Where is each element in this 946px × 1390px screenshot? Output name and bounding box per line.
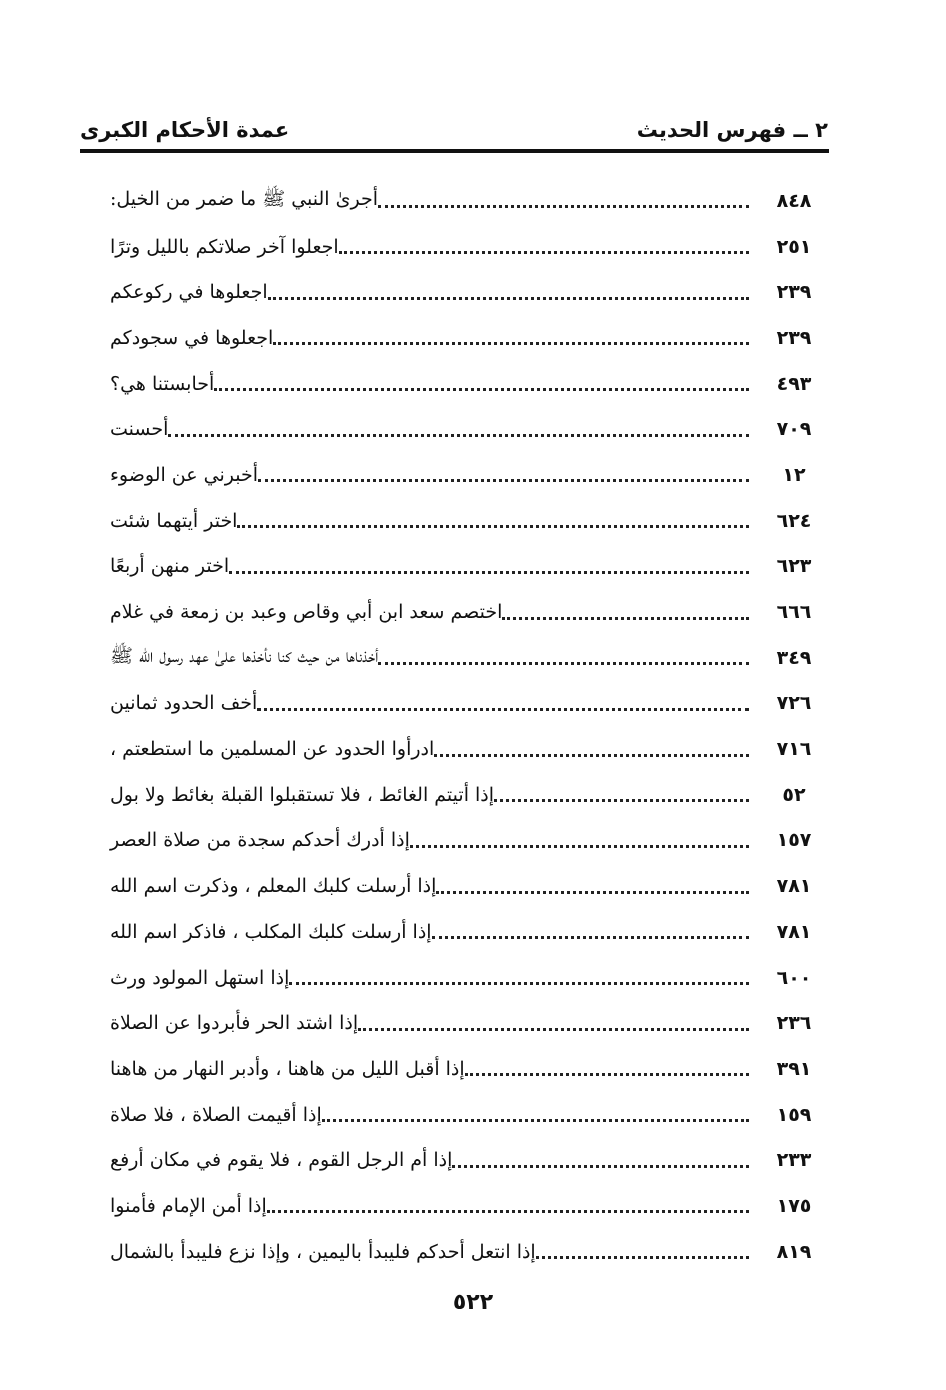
index-entry	[100, 863, 829, 909]
entry-page-number: ٢٥١	[776, 235, 812, 258]
entry-page-number: ٧٨١	[776, 920, 812, 943]
entry-text: إذا استهل المولود ورث	[100, 967, 289, 989]
dot-leader	[322, 1119, 749, 1122]
index-entry	[100, 1092, 829, 1138]
entry-text: اختر منهن أربعًا	[100, 555, 229, 577]
entry-text: أجرىٰ النبي ﷺ ما ضمر من الخيل:	[100, 187, 378, 215]
hadith-index-list	[100, 178, 829, 1275]
index-entry	[100, 361, 829, 407]
dot-leader	[214, 388, 749, 391]
entry-text: إذا أرسلت كلبك المعلم ، وذكرت اسم الله	[100, 875, 436, 897]
dot-leader	[168, 434, 749, 437]
entry-text: إذا أدرك أحدكم سجدة من صلاة العصر	[100, 829, 410, 851]
entry-page-number: ٢٣٣	[776, 1149, 812, 1172]
index-entry	[100, 315, 829, 361]
entry-text: أحسنت	[100, 418, 168, 440]
index-entry	[100, 1137, 829, 1183]
entry-page-number: ٣٩١	[776, 1057, 812, 1080]
dot-leader	[237, 525, 749, 528]
entry-page-number: ٧٠٩	[776, 418, 812, 441]
entry-text: اجعلوها في ركوعكم	[100, 281, 268, 303]
index-entry	[100, 178, 829, 224]
entry-page-number: ٨١٩	[776, 1240, 812, 1263]
index-entry	[100, 406, 829, 452]
dot-leader	[465, 1073, 749, 1076]
entry-text: إذا أقبل الليل من هاهنا ، وأدبر النهار من هاهنا	[100, 1058, 465, 1080]
header-rule	[80, 149, 829, 153]
entry-page-number: ٦٦٦	[776, 601, 812, 624]
entry-page-number: ٢٣٦	[776, 1012, 812, 1035]
entry-page-number: ٤٩٣	[776, 372, 812, 395]
entry-page-number: ٣٤٩	[776, 646, 812, 669]
dot-leader	[536, 1256, 749, 1259]
dot-leader	[358, 1028, 749, 1031]
entry-text: إذا أتيتم الغائط ، فلا تستقبلوا القبلة بغائط ولا بول	[100, 784, 494, 806]
entry-text: إذا انتعل أحدكم فليبدأ باليمين ، وإذا نزع فليبدأ بالشمال	[100, 1241, 536, 1263]
index-entry	[100, 224, 829, 270]
dot-leader	[378, 662, 749, 665]
entry-page-number: ٨٤٨	[776, 189, 812, 212]
entry-page-number: ٦٠٠	[776, 966, 812, 989]
index-entry	[100, 1229, 829, 1275]
entry-page-number: ١٢	[782, 463, 806, 486]
entry-text: اجعلوا آخر صلاتكم بالليل وترًا	[100, 236, 339, 258]
entry-text: أخبرني عن الوضوء	[100, 464, 258, 486]
dot-leader	[229, 571, 749, 574]
dot-leader	[502, 617, 749, 620]
entry-text: إذا اشتد الحر فأبردوا عن الصلاة	[100, 1012, 358, 1034]
entry-text: إذا أمن الإمام فأمنوا	[100, 1195, 267, 1217]
entry-page-number: ٧٨١	[776, 875, 812, 898]
entry-text: إذا أرسلت كلبك المكلب ، فاذكر اسم الله	[100, 921, 432, 943]
entry-page-number: ٢٣٩	[776, 326, 812, 349]
dot-leader	[267, 1210, 749, 1213]
index-entry	[100, 1183, 829, 1229]
dot-leader	[452, 1165, 749, 1168]
entry-page-number: ٢٣٩	[776, 281, 812, 304]
entry-page-number: ٥٢	[782, 783, 806, 806]
entry-page-number: ٧٢٦	[776, 692, 812, 715]
index-entry	[100, 955, 829, 1001]
entry-page-number: ١٥٧	[776, 829, 812, 852]
entry-page-number: ١٥٩	[776, 1103, 812, 1126]
index-entry	[100, 635, 829, 681]
index-entry	[100, 909, 829, 955]
index-entry	[100, 772, 829, 818]
dot-leader	[258, 479, 749, 482]
entry-text: ادرأوا الحدود عن المسلمين ما استطعتم ،	[100, 738, 434, 760]
index-entry	[100, 589, 829, 635]
index-entry	[100, 269, 829, 315]
page-number: ٥٢٢	[452, 1290, 494, 1315]
dot-leader	[339, 251, 749, 254]
dot-leader	[378, 205, 749, 208]
entry-text: أخف الحدود ثمانين	[100, 692, 257, 714]
entry-text: أخذناها من حيث كنا نأخذها علىٰ عهد رسول الله ﷺ	[100, 644, 378, 672]
entry-text: إذا أقيمت الصلاة ، فلا صلاة	[100, 1104, 322, 1126]
dot-leader	[268, 297, 749, 300]
dot-leader	[273, 342, 749, 345]
dot-leader	[432, 936, 749, 939]
entry-text: أحابستنا هي؟	[100, 373, 214, 395]
entry-page-number: ٦٢٣	[776, 555, 812, 578]
entry-page-number: ٦٢٤	[776, 509, 812, 532]
index-entry	[100, 1000, 829, 1046]
dot-leader	[494, 799, 749, 802]
dot-leader	[289, 982, 749, 985]
entry-text: إذا أم الرجل القوم ، فلا يقوم في مكان أرفع	[100, 1149, 452, 1171]
entry-text: اختر أيتهما شئت	[100, 510, 237, 532]
index-entry	[100, 818, 829, 864]
dot-leader	[434, 754, 749, 757]
entry-page-number: ١٧٥	[776, 1194, 812, 1217]
entry-text: اختصم سعد ابن أبي وقاص وعبد بن زمعة في غلام	[100, 601, 502, 623]
index-entry	[100, 726, 829, 772]
entry-text: اجعلوها في سجودكم	[100, 327, 273, 349]
index-entry	[100, 681, 829, 727]
entry-page-number: ٧١٦	[776, 738, 812, 761]
dot-leader	[436, 891, 749, 894]
index-entry	[100, 544, 829, 590]
dot-leader	[257, 708, 749, 711]
section-title: ٢ ــ فهرس الحديث	[636, 118, 828, 142]
index-entry	[100, 1046, 829, 1092]
index-entry	[100, 498, 829, 544]
index-entry	[100, 452, 829, 498]
book-title: عمدة الأحكام الكبرى	[80, 118, 290, 142]
dot-leader	[410, 845, 749, 848]
